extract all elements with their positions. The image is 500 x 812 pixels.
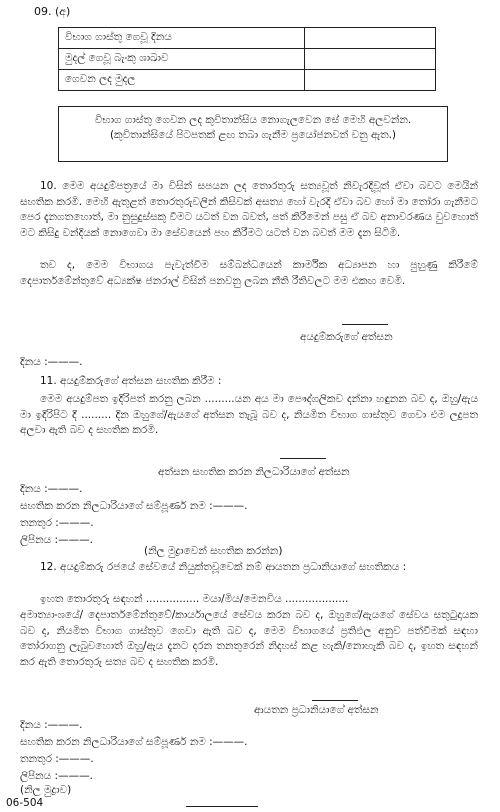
head-signature-line: [312, 700, 358, 701]
officer-designation-field[interactable]: තනතුර :———.: [20, 517, 94, 529]
fee-payment-table: [58, 27, 436, 91]
section-9-number: 09. (අ): [34, 5, 71, 18]
table-label: විභාග ගාස්තු ගෙවූ දිනය: [59, 28, 305, 49]
head-certificate-paragraph: අමාත්‍යාංශයේ/ දෙපාර්තමේන්තුවේ/කාර්යාලයේ සේවය කරන බව ද, ඔහුගේ/ඇයගේ සේවය සතුටුදායක බව ද, නියමිත විභාග ගාස්තුව ගෙවා ඇති බව ද, මෙම විභාගයේ ප්‍රතිඵල අනුව පත්වීමක් සඳහා තෝරාගනු ලැබුවහොත් ඔහු/ඇය දැනට දරන තනතුරෙන් නිදහස් කළ හැකි/නොහැකි බව ද, ඉහත සඳහන් කර ඇති තොරතුරු සත්‍ය බව ද සහතික කරමි.: [20, 609, 478, 668]
agreement-paragraph: තව ද, මෙම විභාගය පැවැත්වීම සම්බන්ධයෙන් කාර්මික අධ්‍යාපන හා පුහුණු කිරීමේ දෙපාර්තමේන්තුවේ අධ්‍යක්ෂ ජනරාල් විසින් පනවනු ලබන නීති රීතිවලට මම එකඟ වෙමි.: [20, 259, 478, 287]
seal-note: (නිල මුද්‍රාවෙන් සහතික කරන්න): [144, 545, 283, 557]
head-date-field[interactable]: දිනය :———.: [20, 719, 83, 731]
form-code: 06-504: [6, 797, 44, 809]
employee-name-line[interactable]: ඉහත තොරතුරු සඳහන් ................ මයා/මිය/මෙනවිය ...................: [40, 593, 349, 605]
applicant-signature-label: අයදුම්කරුගේ අත්සන: [300, 331, 393, 343]
table-label: ගෙවන ලද මුදල: [59, 70, 305, 91]
officer-name-field[interactable]: සහතික කරන නිලධාරියාගේ සම්පූර්ණ නම :———.: [20, 500, 248, 512]
payment-date-field[interactable]: [305, 28, 436, 49]
applicant-signature-line: [342, 324, 388, 325]
head-address-field[interactable]: ලිපිනය :———.: [20, 770, 93, 782]
table-label: මුදල් ගෙවූ බැංකු ශාඛාව: [59, 49, 305, 70]
head-signature-label: ආයතන ප්‍රධානියාගේ අත්සන: [254, 704, 379, 716]
footer-rule: [186, 806, 258, 807]
head-designation-field[interactable]: තනතුර :———.: [20, 753, 94, 765]
applicant-date-field[interactable]: දිනය :———.: [20, 356, 83, 368]
officer-signature-label: අත්සන සහතික කරන නිලධාරියාගේ අත්සන: [158, 466, 350, 478]
declaration-paragraph: 10. මෙම අයදුම්පත්‍රයේ මා විසින් සපයන ලද තොරතුරු සත්‍යවූත් නිවැරදිවූත් ඒවා බවට මෙයින් සහතික කරමි. මෙහි ඇතුළත් තොරතුරුවලින් කිසිවක් අසත්‍ය හෝ වැරදි ඒවා බව හෝ මා තෝරා ගැනීමට පෙර දැනගතහොත්, මා නුසුදුස්සකු වීමට යටත් වන බවත්, පත් කිරීමෙන් පසු ඒ බව අනාවරණය වුවහොත් මට කිසිදු වන්දියක් නොගෙවා මා සේවයෙන් පහ කිරීමට යටත් වන බවත් මම දැන සිටිමි.: [20, 180, 478, 239]
section-12-heading: 12. අයදුම්කරු රජයේ සේවයේ නියුක්තවූවෙක් නම් ආයතන ප්‍රධානියාගේ සහතිකය :: [40, 561, 407, 573]
head-seal-note: (නිල මුද්‍රාව): [20, 784, 72, 796]
attestation-paragraph: මෙම අයදුම්පත ඉදිරිපත් කරනු ලබන .........යන අය මා පෞද්ගලිකව දන්නා හඳුනන බව ද, ඔහු/ඇය මා ඉදිරිපිට දී ......... දින ඔහුගේ/ඇයගේ අත්සන තැබූ බව ද, නියමිත විභාග ගාස්තුව ගෙවා එම ලදුපත අලවා ඇති බව ද සහතික කරමි.: [20, 393, 478, 436]
officer-address-field[interactable]: ලිපිනය :———.: [20, 534, 93, 546]
receipt-paste-box[interactable]: [58, 106, 448, 162]
table-row: [59, 28, 436, 49]
officer-signature-line: [280, 458, 326, 459]
amount-paid-field[interactable]: [305, 70, 436, 91]
section-11-heading: 11. අයදුම්කරුගේ අත්සන සහතික කිරීම :: [40, 375, 222, 387]
bank-branch-field[interactable]: [305, 49, 436, 70]
table-row: [59, 49, 436, 70]
head-officer-name-field[interactable]: සහතික කරන නිලධාරියාගේ සම්පූර්ණ නම :———.: [20, 736, 248, 748]
receipt-notice-text: විභාග ගාස්තු ගෙවන ලද කුවිතාන්සිය නොගැලවෙන සේ මෙහි අලවන්න. (කුවිතාන්සියේ පිටපතක් ළඟ තබා ගැනීම ප්‍රයෝජනවත් වනු ඇත.): [94, 114, 412, 141]
table-row: [59, 70, 436, 91]
officer-date-field[interactable]: දිනය :———.: [20, 483, 83, 495]
